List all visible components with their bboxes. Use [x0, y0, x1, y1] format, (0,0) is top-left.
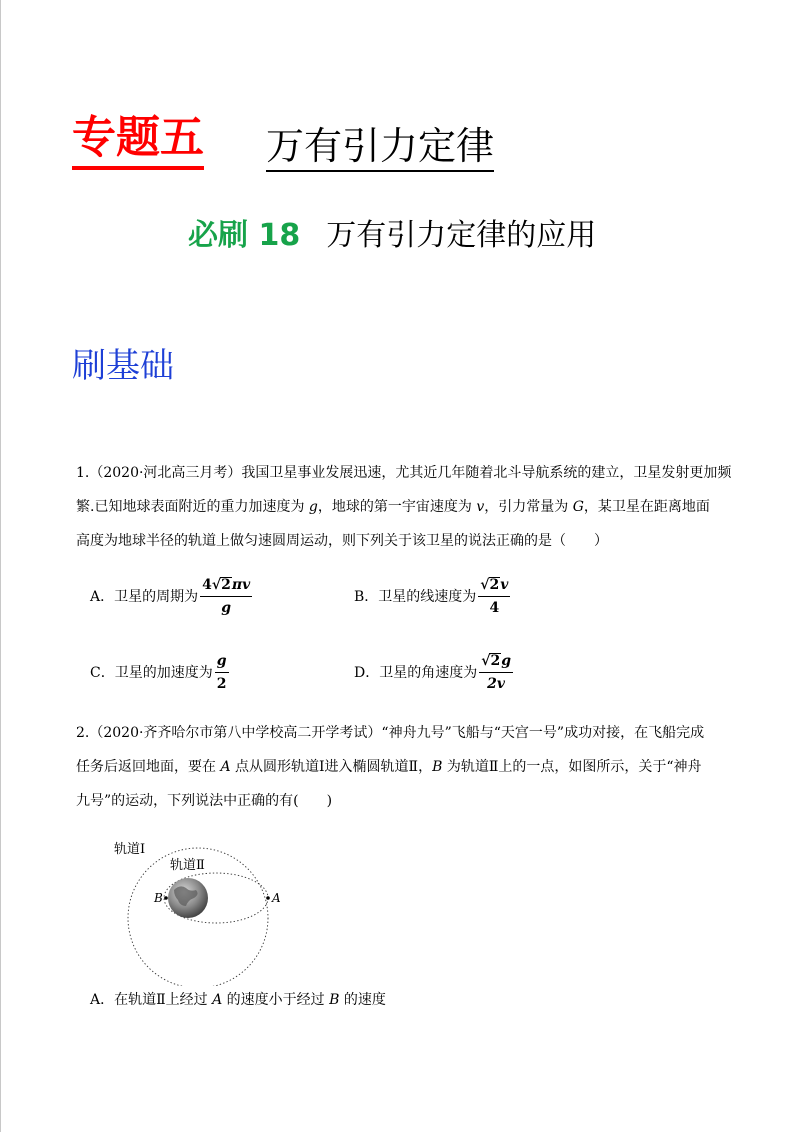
q1-option-d[interactable] — [354, 652, 513, 693]
denominator: 2v — [487, 676, 506, 692]
question-2-line-1: 2.（2020·齐齐哈尔市第八中学校高二开学考试）“神舟九号”飞船与“天宫一号”成功对接，在飞船完成 — [76, 725, 705, 741]
option-label: B．卫星的线速度为 — [354, 588, 477, 605]
text-run: 繁.已知地球表面附近的重力加速度为 — [76, 499, 309, 515]
numerator: g — [215, 652, 229, 673]
q2-option-a[interactable] — [90, 988, 386, 1012]
text-run: ，某卫星在距离地面 — [583, 499, 710, 515]
numerator — [478, 576, 510, 597]
option-label: D．卫星的角速度为 — [354, 664, 478, 681]
coefficient: 4 — [202, 577, 212, 593]
numerator — [479, 652, 513, 673]
text-run: ，地球的第一宇宙速度为 — [317, 499, 477, 515]
numerator — [200, 576, 252, 597]
orbit-1-label: 轨道Ⅰ — [114, 842, 146, 857]
question-1-line-1: 1.（2020·河北高三月考）我国卫星事业发展迅速，尤其近几年随着北斗导航系统的建立，卫星发射更加频 — [76, 465, 732, 481]
text-run: 任务后返回地面，要在 — [76, 759, 221, 775]
orbit-diagram — [108, 836, 288, 986]
lesson-tag: 必刷 18 — [188, 218, 301, 253]
topic-label: 专题五 — [72, 110, 204, 170]
q1-option-a[interactable] — [90, 576, 252, 617]
symbol-B: B — [329, 992, 340, 1008]
radical-sign: √ — [481, 653, 491, 669]
lesson-subtitle — [188, 214, 596, 258]
question-2-line-3: 九号”的运动，下列说法中正确的有( ) — [76, 793, 333, 809]
radicand: 2 — [490, 653, 501, 669]
lesson-title: 万有引力定律的应用 — [326, 218, 597, 253]
fraction — [200, 576, 252, 617]
option-label: A．卫星的周期为 — [90, 588, 199, 605]
question-1-line-3: 高度为地球半径的轨道上做匀速圆周运动，则下列关于该卫星的说法正确的是（ ） — [76, 533, 608, 549]
radical-sign: √ — [480, 577, 490, 593]
text-run: 为轨道Ⅱ上的一点，如图所示，关于“神舟 — [442, 759, 702, 775]
point-a-marker — [266, 896, 270, 900]
section-title: 刷基础 — [72, 346, 174, 386]
symbol-B: B — [432, 759, 443, 775]
symbol-v: v — [476, 499, 485, 515]
radicand: 2 — [489, 577, 500, 593]
question-1-line-2 — [76, 490, 734, 524]
numerator-rest: g — [501, 653, 511, 669]
orbit-2-label: 轨道Ⅱ — [170, 858, 205, 873]
chapter-header — [72, 110, 772, 170]
q1-option-b[interactable] — [354, 576, 510, 617]
text-run: 的速度小于经过 — [222, 992, 330, 1008]
q1-option-c[interactable] — [90, 652, 229, 693]
numerator-rest: πv — [231, 577, 251, 593]
text-run: ，引力常量为 — [484, 499, 573, 515]
question-1 — [76, 456, 734, 558]
denominator: 4 — [489, 600, 500, 616]
fraction — [479, 652, 513, 693]
denominator: 2 — [216, 676, 227, 692]
topic-title: 万有引力定律 — [266, 122, 494, 172]
question-2 — [76, 716, 734, 818]
symbol-A: A — [212, 992, 223, 1008]
text-run: 的速度 — [339, 992, 386, 1008]
denominator: g — [221, 600, 232, 616]
page-edge — [0, 0, 1, 1132]
numerator-rest: v — [500, 577, 509, 593]
text-run: 点从圆形轨道Ⅰ进入椭圆轨道Ⅱ， — [230, 759, 433, 775]
point-a-label: A — [272, 891, 281, 905]
symbol-G: G — [572, 499, 584, 515]
radical-sign: √ — [211, 577, 222, 593]
fraction — [215, 652, 229, 693]
symbol-g: g — [308, 499, 318, 515]
point-b-label: B — [154, 891, 163, 905]
option-label: C．卫星的加速度为 — [90, 664, 213, 681]
fraction — [478, 576, 510, 617]
text-run: A．在轨道Ⅱ上经过 — [90, 992, 213, 1008]
point-b-marker — [164, 896, 168, 900]
question-2-line-2 — [76, 750, 734, 784]
radicand: 2 — [221, 577, 231, 593]
symbol-A: A — [220, 759, 231, 775]
